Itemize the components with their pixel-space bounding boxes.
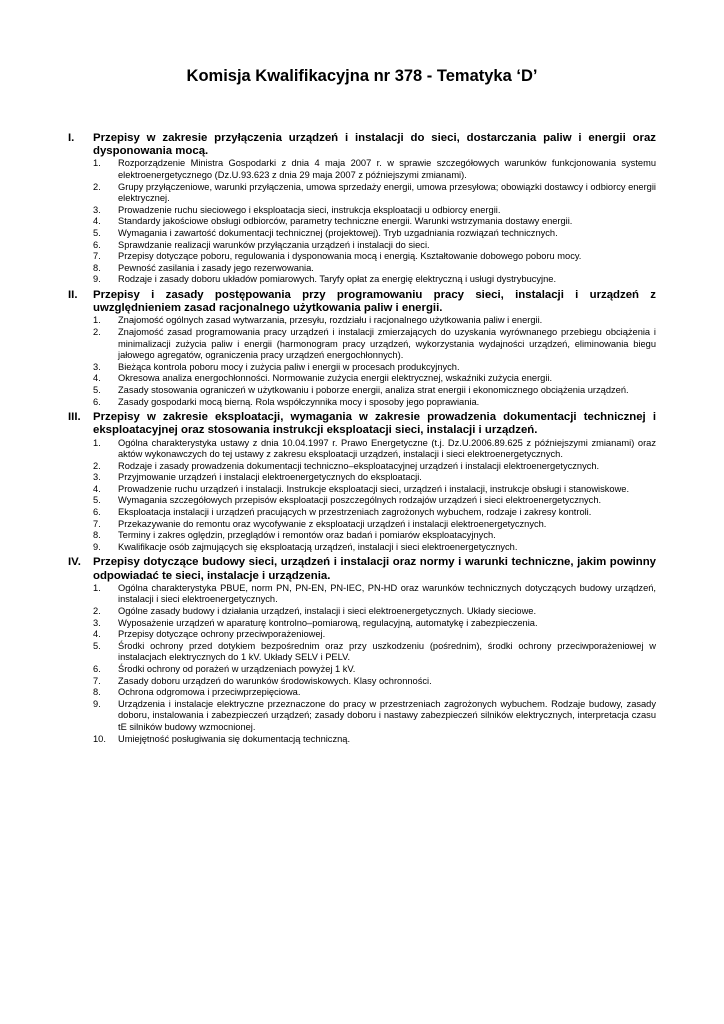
list-item-text: Rodzaje i zasady doboru układów pomiarowych. Taryfy opłat za energię elektryczną i usługi dystrybucyjne. [118, 274, 557, 285]
list-item-number: 5. [93, 227, 101, 238]
section-title: Przepisy w zakresie eksploatacji, wymagania w zakresie prowadzenia dokumentacji technicznej i eksploatacyjnej oraz stosowania instrukcji eksploatacji sieci, instalacji i urządzeń. [93, 411, 656, 437]
list-item-text: Ogólne zasady budowy i działania urządzeń, instalacji i sieci elektroenergetycznych. Układy sieciowe. [118, 606, 537, 617]
list-item [68, 327, 656, 362]
list-item-text: Bieżąca kontrola poboru mocy i zużycia paliw i energii w procesach produkcyjnych. [118, 361, 460, 372]
list-item-text: Standardy jakościowe obsługi odbiorców, parametry techniczne energii. Warunki wstrzymania dostawy energii. [118, 216, 573, 227]
section-title: Przepisy dotyczące budowy sieci, urządzeń i instalacji oraz normy i warunki techniczne, jakim powinny odpowiadać te sieci, instalacje i urządzenia. [93, 556, 656, 582]
list-item-text: Zasady doboru urządzeń do warunków środowiskowych. Klasy ochronności. [118, 675, 432, 686]
list-item-number: 3. [93, 361, 101, 372]
list-item-text: Eksploatacja instalacji i urządzeń pracujących w przestrzeniach zagrożonych wybuchem, rodzaje i zakresy kontroli. [118, 507, 592, 518]
section-title: Przepisy i zasady postępowania przy programowaniu pracy sieci, instalacji i urządzeń z uwzględnieniem zasad racjonalnego użytkowania paliw i energii. [93, 288, 656, 315]
list-item-number: 5. [93, 384, 101, 395]
list-item-text: Umiejętność posługiwania się dokumentacją techniczną. [118, 733, 351, 744]
list-item-number: 4. [93, 629, 101, 640]
page-title: Komisja Kwalifikacyjna nr 378 - Tematyka ‘D’ [186, 67, 538, 85]
list-item-text: Urządzenia i instalacje elektryczne przeznaczone do pracy w przestrzeniach zagrożonych wybuchem. Rodzaje budowy, zasady doboru, instalowania i zabezpieczeń urządzeń; zasady doboru i nastawy zabezpieczeń silników elektrycznych, interpretacja czasu tE silników budowy wzmocnionej. [118, 698, 656, 732]
list-item-text: Wyposażenie urządzeń w aparaturę kontrolno–pomiarową, regulacyjną, automatykę i zabezpieczenia. [118, 617, 538, 628]
list-item-number: 6. [93, 664, 101, 674]
list-item [68, 385, 656, 397]
list-item-number: 7. [93, 251, 101, 262]
list-item-text: Grupy przyłączeniowe, warunki przyłączenia, umowa sprzedaży energii, umowa przesyłowa; obowiązki dostawcy i odbiorcy energii elektrycznej. [118, 181, 656, 204]
list-item [68, 542, 656, 554]
sections-container [68, 132, 656, 745]
list-item-number: 6. [93, 396, 101, 407]
list-item-number: 8. [93, 530, 101, 541]
list-item-number: 3. [93, 204, 101, 215]
list-item-number: 7. [93, 518, 101, 529]
list-item [68, 687, 656, 699]
list-item-text: Zasady gospodarki mocą bierną. Rola współczynnika mocy i sposoby jego poprawiania. [118, 396, 480, 407]
section-heading [68, 556, 656, 582]
section-items [68, 583, 656, 745]
list-item-text: Znajomość zasad programowania pracy urządzeń i instalacji zmierzających do uzyskania wyrównanego przebiegu obciążenia i minimalizacji zużycia paliw i energii (harmonogram pracy urządzeń, wykorzystania wydajności urządzeń, eliminowania biegu jałowego agregatów, ograniczenia pracy urządzeń energochłonnych). [118, 326, 656, 361]
section-items [68, 315, 656, 408]
section-number: I. [68, 132, 75, 144]
section-heading [68, 411, 656, 437]
list-item-number: 6. [93, 239, 101, 250]
list-item-text: Okresowa analiza energochłonności. Normowanie zużycia energii elektrycznej, wskaźniki zużycia energii. [118, 373, 553, 384]
list-item-text: Ogólna charakterystyka PBUE, norm PN, PN-EN, PN-IEC, PN-HD oraz warunków technicznych dotyczących budowy urządzeń, instalacji i sieci elektroenergetycznych. [118, 582, 656, 605]
list-item-text: Rozporządzenie Ministra Gospodarki z dnia 4 maja 2007 r. w sprawie szczegółowych warunków funkcjonowania systemu elektroenergetycznego (Dz.U.93.623 z dnia 29 maja 2007 z późniejszymi zmianami). [118, 158, 656, 180]
list-item-text: Ogólna charakterystyka ustawy z dnia 10.04.1997 r. Prawo Energetyczne (t.j. Dz.U.2006.89.625 z późniejszymi zmianami) oraz aktów wykonawczych do tej ustawy z zakresu eksploatacji urządzeń, instalacji i sieci elektroenergetycznych. [118, 437, 656, 460]
list-item-number: 2. [93, 326, 101, 337]
list-item [68, 397, 656, 409]
list-item-number: 8. [93, 262, 101, 273]
list-item-number: 4. [93, 483, 101, 494]
list-item-text: Wymagania szczegółowych przepisów eksploatacji poszczególnych rodzajów urządzeń i sieci elektroenergetycznych. [118, 495, 602, 506]
list-item-number: 2. [93, 460, 101, 471]
list-item-number: 1. [93, 582, 101, 593]
section-heading [68, 132, 656, 158]
list-item-number: 10. [93, 733, 106, 744]
list-item [68, 472, 656, 484]
list-item [68, 251, 656, 263]
list-item [68, 507, 656, 519]
list-item-text: Sprawdzanie realizacji warunków przyłączania urządzeń i instalacji do sieci. [118, 239, 430, 250]
list-item-number: 9. [93, 541, 101, 552]
list-item [68, 629, 656, 641]
list-item-number: 9. [93, 698, 101, 709]
section-number: III. [68, 411, 81, 424]
list-item-text: Wymagania i zawartość dokumentacji technicznej (projektowej). Tryb uzgadniania rozwiązań technicznych. [118, 227, 558, 238]
list-item-number: 8. [93, 687, 101, 698]
list-item-text: Kwalifikacje osób zajmujących się eksploatacją urządzeń, instalacji i sieci elektroenergetycznych. [118, 541, 518, 552]
list-item [68, 676, 656, 688]
list-item [68, 158, 656, 181]
list-item-text: Pewność zasilania i zasady jego rezerwowania. [118, 262, 314, 273]
list-item-text: Przyjmowanie urządzeń i instalacji elektroenergetycznych do eksploatacji. [118, 472, 422, 483]
list-item-number: 4. [93, 373, 101, 384]
list-item [68, 495, 656, 507]
list-item [68, 641, 656, 664]
section-number: IV. [68, 556, 81, 569]
list-item-number: 5. [93, 495, 101, 506]
list-item [68, 315, 656, 327]
list-item-text: Prowadzenie ruchu urządzeń i instalacji. Instrukcje eksploatacji sieci, urządzeń i instalacji, instrukcje obsługi i stanowiskowe. [118, 483, 630, 494]
list-item-text: Przepisy dotyczące ochrony przeciwporażeniowej. [118, 629, 326, 640]
list-item [68, 583, 656, 606]
list-item-number: 3. [93, 617, 101, 628]
list-item-text: Zasady stosowania ograniczeń w użytkowaniu i poborze energii, analiza strat energii i ekonomicznego obciążenia urządzeń. [118, 384, 629, 395]
list-item [68, 205, 656, 217]
list-item [68, 438, 656, 461]
list-item [68, 274, 656, 286]
section [68, 411, 656, 553]
list-item [68, 182, 656, 205]
list-item [68, 461, 656, 473]
list-item-number: 6. [93, 507, 101, 518]
list-item [68, 263, 656, 275]
list-item [68, 484, 656, 496]
list-item [68, 240, 656, 252]
list-item-number: 3. [93, 472, 101, 483]
list-item-number: 1. [93, 158, 101, 169]
list-item-number: 1. [93, 315, 101, 326]
list-item-number: 2. [93, 606, 101, 617]
section [68, 132, 656, 286]
section-items [68, 438, 656, 554]
section [68, 289, 656, 408]
list-item [68, 664, 656, 676]
section-items [68, 158, 656, 286]
list-item [68, 519, 656, 531]
list-item-text: Przepisy dotyczące poboru, regulowania i dysponowania mocą i energią. Kształtowanie dobowego poboru mocy. [118, 251, 582, 262]
list-item [68, 216, 656, 228]
list-item-text: Środki ochrony przed dotykiem bezpośrednim oraz przy uszkodzeniu (pośrednim), środki ochrony przeciwporażeniowej w instalacjach elektrycznych do 1 kV. Układy SELV i PELV. [118, 640, 656, 663]
list-item-text: Przekazywanie do remontu oraz wycofywanie z eksploatacji urządzeń i instalacji elektroenergetycznych. [118, 518, 547, 529]
list-item-text: Terminy i zakres oględzin, przeglądów i remontów oraz badań i pomiarów eksploatacyjnych. [118, 530, 496, 541]
list-item [68, 228, 656, 240]
list-item-number: 5. [93, 640, 101, 651]
list-item-number: 4. [93, 216, 101, 227]
list-item-text: Ochrona odgromowa i przeciwprzepięciowa. [118, 687, 301, 698]
list-item-number: 2. [93, 181, 101, 192]
list-item [68, 530, 656, 542]
list-item-text: Rodzaje i zasady prowadzenia dokumentacji techniczno–eksploatacyjnej urządzeń i instalacji elektroenergetycznych. [118, 460, 600, 471]
list-item-text: Znajomość ogólnych zasad wytwarzania, przesyłu, rozdziału i racjonalnego użytkowania paliw i energii. [118, 315, 543, 326]
section [68, 556, 656, 745]
list-item-text: Środki ochrony od porażeń w urządzeniach powyżej 1 kV. [118, 664, 356, 674]
list-item [68, 699, 656, 734]
section-title: Przepisy w zakresie przyłączenia urządzeń i instalacji do sieci, dostarczania paliw i energii oraz dysponowania mocą. [93, 132, 656, 158]
list-item [68, 734, 656, 746]
list-item [68, 373, 656, 385]
list-item-number: 9. [93, 274, 101, 285]
section-number: II. [68, 288, 78, 301]
list-item-number: 1. [93, 437, 101, 448]
list-item [68, 362, 656, 374]
section-heading [68, 289, 656, 315]
list-item [68, 606, 656, 618]
list-item-number: 7. [93, 675, 101, 686]
list-item-text: Prowadzenie ruchu sieciowego i eksploatacja sieci, instrukcja eksploatacji u odbiorcy energii. [118, 204, 501, 215]
list-item [68, 618, 656, 630]
